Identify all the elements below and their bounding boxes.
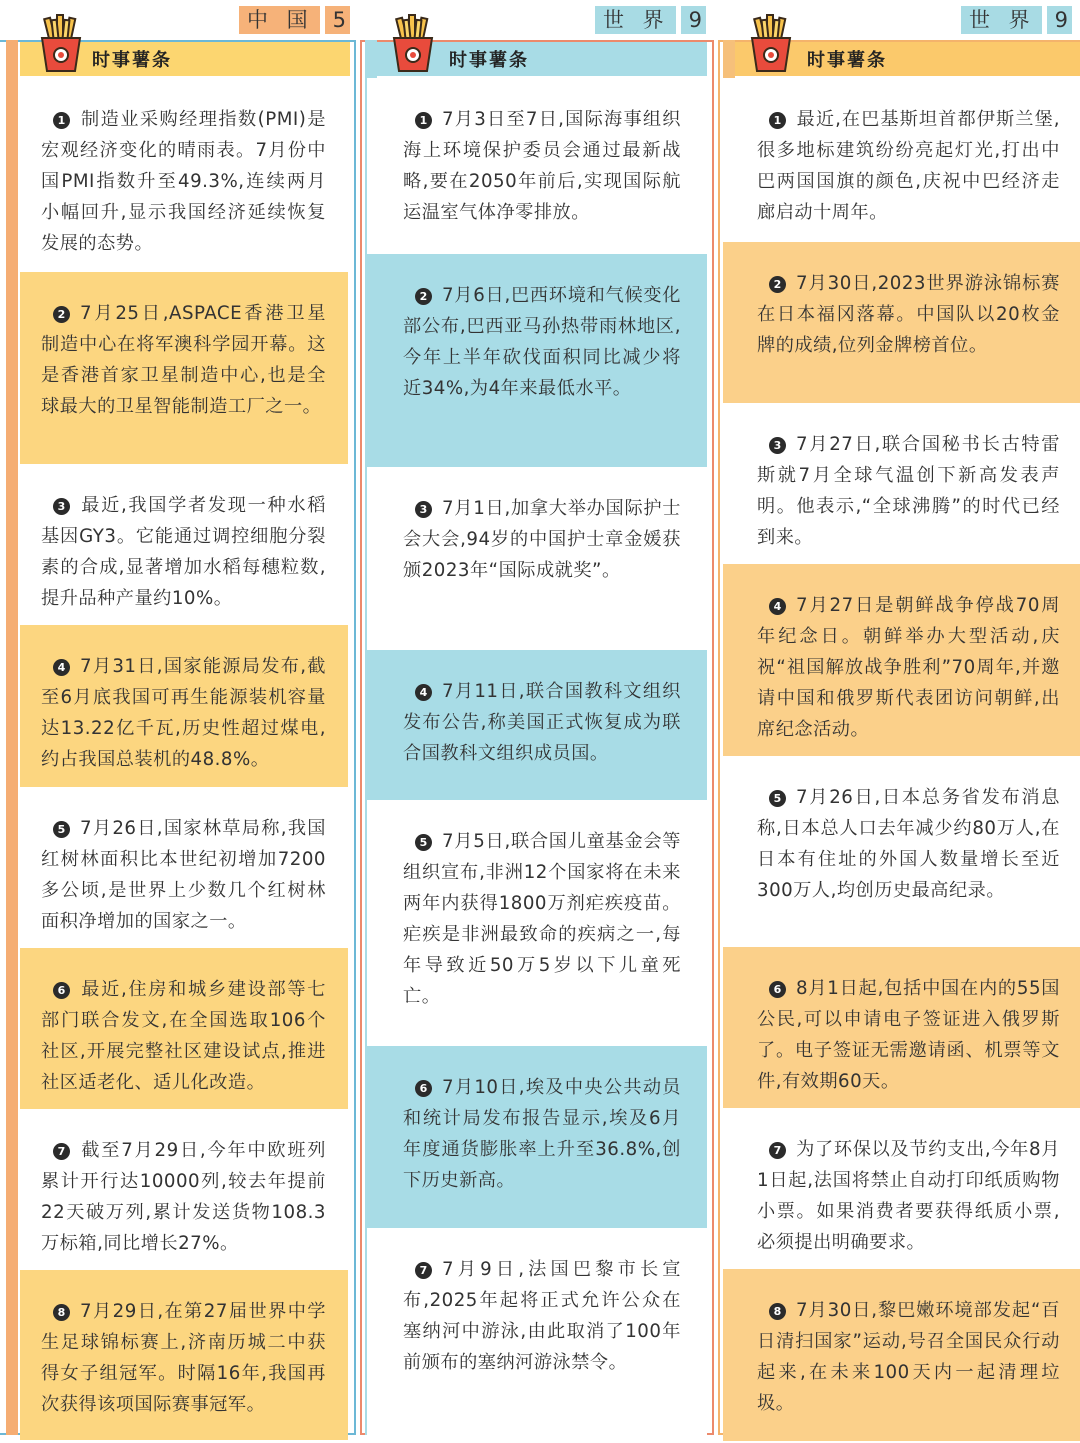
item-body: 8月1日起,包括中国在内的55国公民,可以申请电子签证进入俄罗斯了。电子签证无需邀请函、机票等文件,有效期60天。: [757, 978, 1060, 1092]
news-item-text: [41, 490, 326, 614]
news-item-text: [757, 973, 1060, 1097]
item-body: 7月10日,埃及中央公共动员和统计局发布报告显示,埃及6月年度通货膨胀率上升至36.8%,创下历史新高。: [403, 1077, 681, 1191]
news-item: [20, 1270, 348, 1440]
item-number-badge: 7: [53, 1143, 70, 1160]
item-number-badge: 1: [53, 112, 70, 129]
news-item-text: [41, 298, 326, 422]
fries-logo-icon: [388, 14, 438, 74]
item-number-badge: 5: [53, 821, 70, 838]
item-number-badge: 2: [415, 288, 432, 305]
section-tag: [595, 6, 706, 34]
item-body: 7月5日,联合国儿童基金会等组织宣布,非洲12个国家将在未来两年内获得1800万剂疟疾疫苗。疟疾是非洲最致命的疾病之一,每年导致近50万5岁以下儿童死亡。: [403, 831, 681, 1007]
item-body: 7月1日,加拿大举办国际护士会大会,94岁的中国护士章金媛获颁2023年“国际成就奖”。: [403, 498, 681, 581]
news-item-text: [403, 1072, 681, 1196]
column-world-b: [718, 0, 1080, 1443]
item-body: 7月9日,法国巴黎市长宣布,2025年起将正式允许公众在塞纳河中游泳,由此取消了100年前颁布的塞纳河游泳禁令。: [403, 1259, 681, 1373]
section-name: 世 界: [595, 6, 676, 34]
column-china: [0, 0, 356, 1443]
news-item-text: [757, 1134, 1060, 1258]
page-number: 9: [681, 6, 706, 34]
item-number-badge: 3: [769, 437, 786, 454]
item-body: 7月3日至7日,国际海事组织海上环境保护委员会通过最新战略,要在2050年前后,实现国际航运温室气体净零排放。: [403, 109, 681, 223]
news-item: [723, 1269, 1080, 1441]
item-number-badge: 1: [769, 112, 786, 129]
section-name: 世 界: [961, 6, 1042, 34]
item-body: 7月26日,日本总务省发布消息称,日本总人口去年减少约80万人,在日本有住址的外国人数量增长至近300万人,均创历史最高纪录。: [757, 787, 1060, 901]
side-strip: [6, 40, 18, 1435]
news-item-text: [403, 493, 681, 586]
news-item: [723, 78, 1080, 242]
page-number: 9: [1047, 6, 1072, 34]
news-item: [20, 787, 348, 948]
item-number-badge: 4: [53, 659, 70, 676]
news-item: [367, 650, 707, 800]
news-item-text: [757, 429, 1060, 553]
header-title: 时事薯条: [449, 50, 529, 71]
news-item-text: [41, 1296, 326, 1420]
item-number-badge: 3: [415, 501, 432, 518]
fries-logo-icon: [746, 14, 796, 74]
news-item: [723, 756, 1080, 947]
news-item-text: [41, 651, 326, 775]
item-body: 为了环保以及节约支出,今年8月1日起,法国将禁止自动打印纸质购物小票。如果消费者要获得纸质小票,必须提出明确要求。: [757, 1139, 1060, 1253]
news-list: [367, 78, 707, 1433]
item-number-badge: 2: [769, 276, 786, 293]
item-body: 7月27日是朝鲜战争停战70周年纪念日。朝鲜举办大型活动,庆祝“祖国解放战争胜利”70周年,并邀请中国和俄罗斯代表团访问朝鲜,出席纪念活动。: [757, 595, 1060, 740]
section-tag: [961, 6, 1072, 34]
news-item: [20, 625, 348, 787]
item-body: 7月27日,联合国秘书长古特雷斯就7月全球气温创下新高发表声明。他表示,“全球沸腾”的时代已经到来。: [757, 434, 1060, 548]
news-item: [367, 1046, 707, 1228]
item-body: 7月25日,ASPACE香港卫星制造中心在将军澳科学园开幕。这是香港首家卫星制造中心,也是全球最大的卫星智能制造工厂之一。: [41, 303, 326, 417]
news-item: [723, 947, 1080, 1108]
news-item: [20, 78, 348, 272]
item-body: 制造业采购经理指数(PMI)是宏观经济变化的晴雨表。7月份中国PMI指数升至49.3%,连续两月小幅回升,显示我国经济延续恢复发展的态势。: [41, 109, 326, 254]
news-item: [367, 254, 707, 467]
news-item: [723, 1108, 1080, 1269]
news-item-text: [41, 813, 326, 937]
page-number: 5: [325, 6, 350, 34]
news-item: [20, 1109, 348, 1270]
item-body: 最近,我国学者发现一种水稻基因GY3。它能通过调控细胞分裂素的合成,显著增加水稻每穗粒数,提升品种产量约10%。: [41, 495, 326, 609]
news-item-text: [403, 826, 681, 1012]
item-number-badge: 2: [53, 306, 70, 323]
item-number-badge: 7: [769, 1142, 786, 1159]
news-item-text: [403, 104, 681, 228]
item-number-badge: 4: [769, 598, 786, 615]
news-item: [723, 564, 1080, 756]
item-body: 截至7月29日,今年中欧班列累计开行达10000列,较去年提前22天破万列,累计发送货物108.3万标箱,同比增长27%。: [41, 1140, 326, 1254]
news-item: [367, 467, 707, 650]
item-body: 最近,在巴基斯坦首都伊斯兰堡,很多地标建筑纷纷亮起灯光,打出中巴两国国旗的颜色,庆祝中巴经济走廊启动十周年。: [757, 109, 1060, 223]
item-number-badge: 4: [415, 684, 432, 701]
header-title: 时事薯条: [92, 50, 172, 71]
news-item-text: [757, 268, 1060, 361]
news-item: [367, 1228, 707, 1438]
section-tag: [239, 6, 350, 34]
news-item: [367, 78, 707, 254]
news-item-text: [757, 1295, 1060, 1419]
news-item-text: [403, 676, 681, 769]
news-item-text: [41, 104, 326, 259]
item-number-badge: 8: [769, 1303, 786, 1320]
column-world-a: [360, 0, 714, 1443]
news-item: [367, 800, 707, 1046]
item-body: 7月31日,国家能源局发布,截至6月底我国可再生能源装机容量达13.22亿千瓦,历史性超过煤电,约占我国总装机的48.8%。: [41, 656, 326, 770]
news-list: [20, 78, 348, 1433]
news-item: [20, 948, 348, 1109]
news-item: [20, 272, 348, 464]
news-list: [723, 78, 1080, 1433]
news-item: [723, 403, 1080, 564]
news-item-text: [403, 280, 681, 404]
item-number-badge: 8: [53, 1304, 70, 1321]
item-body: 7月30日,黎巴嫩环境部发起“百日清扫国家”运动,号召全国民众行动起来,在未来100天内一起清理垃圾。: [757, 1300, 1060, 1414]
fries-logo-icon: [36, 14, 86, 74]
news-item-text: [757, 590, 1060, 745]
news-item-text: [757, 782, 1060, 906]
news-item: [723, 242, 1080, 403]
news-item-text: [403, 1254, 681, 1378]
item-body: 最近,住房和城乡建设部等七部门联合发文,在全国选取106个社区,开展完整社区建设试点,推进社区适老化、适儿化改造。: [41, 979, 326, 1093]
item-body: 7月11日,联合国教科文组织发布公告,称美国正式恢复成为联合国教科文组织成员国。: [403, 681, 681, 764]
item-number-badge: 7: [415, 1262, 432, 1279]
item-number-badge: 5: [769, 790, 786, 807]
item-number-badge: 1: [415, 112, 432, 129]
item-number-badge: 3: [53, 498, 70, 515]
news-item: [20, 464, 348, 625]
item-body: 7月29日,在第27届世界中学生足球锦标赛上,济南历城二中获得女子组冠军。时隔16年,我国再次获得该项国际赛事冠军。: [41, 1301, 326, 1415]
news-item-text: [41, 974, 326, 1098]
item-body: 7月30日,2023世界游泳锦标赛在日本福冈落幕。中国队以20枚金牌的成绩,位列金牌榜首位。: [757, 273, 1060, 356]
news-item-text: [41, 1135, 326, 1259]
news-item-text: [757, 104, 1060, 228]
item-number-badge: 6: [769, 981, 786, 998]
header-title: 时事薯条: [807, 50, 887, 71]
item-body: 7月26日,国家林草局称,我国红树林面积比本世纪初增加7200多公顷,是世界上少数几个红树林面积净增加的国家之一。: [41, 818, 326, 932]
item-body: 7月6日,巴西环境和气候变化部公布,巴西亚马孙热带雨林地区,今年上半年砍伐面积同比减少将近34%,为4年来最低水平。: [403, 285, 681, 399]
item-number-badge: 6: [415, 1080, 432, 1097]
item-number-badge: 6: [53, 982, 70, 999]
section-name: 中 国: [239, 6, 320, 34]
item-number-badge: 5: [415, 834, 432, 851]
